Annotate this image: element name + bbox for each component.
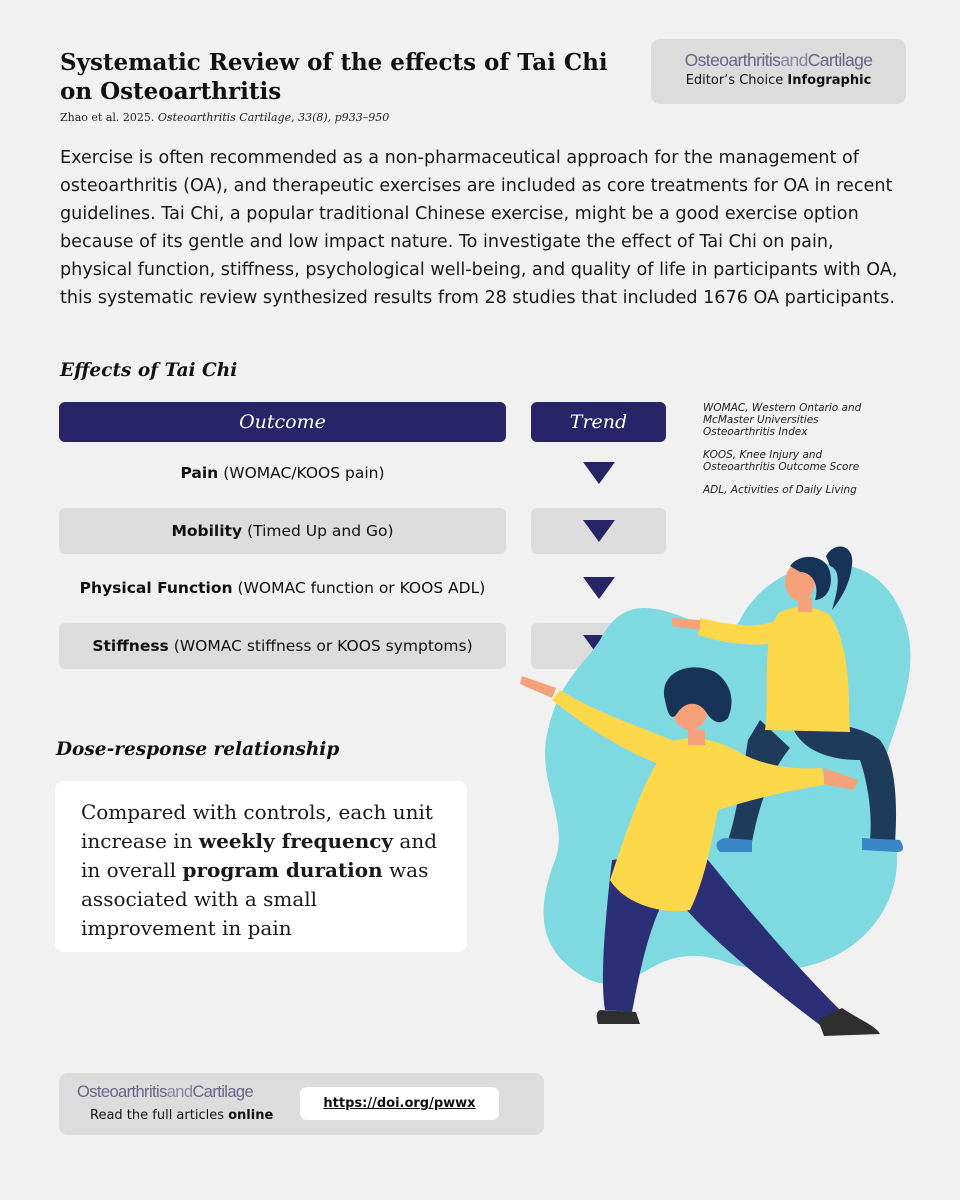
outcome-detail: (WOMAC/KOOS pain) — [223, 464, 385, 482]
outcome-name: Stiffness — [92, 637, 169, 655]
citation — [60, 111, 389, 124]
outcome-name: Physical Function — [79, 579, 233, 597]
read-bold: online — [228, 1108, 274, 1123]
abbreviation-notes — [703, 402, 873, 507]
outcome-name: Mobility — [171, 522, 243, 540]
citation-journal: Osteoarthritis Cartilage, 33(8), p933–950 — [157, 111, 390, 124]
tai-chi-illustration — [500, 538, 920, 1048]
outcome-row-pain — [59, 450, 506, 496]
read-plain: Read the full articles — [90, 1108, 229, 1123]
logo-word-1: Osteoarthritis — [684, 50, 781, 70]
logo-word-2: and — [780, 50, 808, 70]
note-koos: KOOS, Knee Injury and Osteoarthritis Outcome Score — [703, 449, 860, 473]
badge-subtitle-bold: Infographic — [787, 73, 872, 88]
logo-word-2: and — [166, 1083, 193, 1101]
note-womac: WOMAC, Western Ontario and McMaster Universities Osteoarthritis Index — [703, 402, 862, 438]
journal-logo — [651, 50, 906, 71]
dose-text-part: Compared with controls, each unit increase in — [81, 800, 433, 853]
read-full-articles-text — [90, 1108, 273, 1123]
doi-link[interactable]: https://doi.org/pwwx — [323, 1096, 476, 1111]
outcome-detail: (WOMAC stiffness or KOOS symptoms) — [173, 637, 473, 655]
trend-column-header: Trend — [531, 402, 666, 442]
logo-word-3: Cartilage — [807, 50, 873, 70]
outcome-detail: (WOMAC function or KOOS ADL) — [237, 579, 486, 597]
down-triangle-icon — [583, 462, 615, 484]
outcome-row-stiffness — [59, 623, 506, 669]
citation-authors: Zhao et al. 2025. — [60, 111, 155, 124]
outcome-detail: (Timed Up and Go) — [247, 522, 394, 540]
dose-emphasis-program-duration: program duration — [182, 858, 383, 882]
dose-text-part: and in overall — [81, 829, 438, 882]
dose-response-heading: Dose-response relationship — [56, 739, 340, 760]
badge-subtitle-plain: Editor’s Choice — [685, 73, 784, 88]
outcome-row-mobility — [59, 508, 506, 554]
logo-word-1: Osteoarthritis — [77, 1083, 167, 1101]
journal-badge — [651, 39, 906, 104]
badge-subtitle — [651, 73, 906, 88]
dose-text-part: was associated with a small improvement in pain — [81, 858, 429, 940]
doi-link-box[interactable] — [300, 1087, 499, 1120]
dose-response-text — [55, 781, 467, 943]
outcome-column-header: Outcome — [59, 402, 506, 442]
logo-word-3: Cartilage — [192, 1083, 254, 1101]
page-title: Systematic Review of the effects of Tai Chi on Osteoarthritis — [60, 49, 608, 105]
outcome-name: Pain — [180, 464, 219, 482]
effects-heading: Effects of Tai Chi — [60, 360, 238, 381]
dose-response-box — [55, 781, 467, 952]
note-adl: ADL, Activities of Daily Living — [703, 484, 857, 496]
footer-journal-logo — [77, 1083, 253, 1102]
dose-emphasis-weekly-frequency: weekly frequency — [198, 829, 394, 853]
footer-panel — [59, 1073, 544, 1135]
outcome-row-physical-function — [59, 565, 506, 611]
intro-paragraph: Exercise is often recommended as a non-pharmaceutical approach for the management of osteoarthritis (OA), and therapeutic exercises are included as core treatments for OA in recent guidelines. Tai Chi, a popular traditional Chinese exercise, might be a good exercise option because of its gentle and low impact nature. To investigate the effect of Tai Chi on pain, physical function, stiffness, psychological well-being, and quality of life in participants with OA, this systematic review synthesized results from 28 studies that included 1676 OA participants. — [60, 148, 898, 308]
trend-cell-pain — [531, 450, 666, 496]
